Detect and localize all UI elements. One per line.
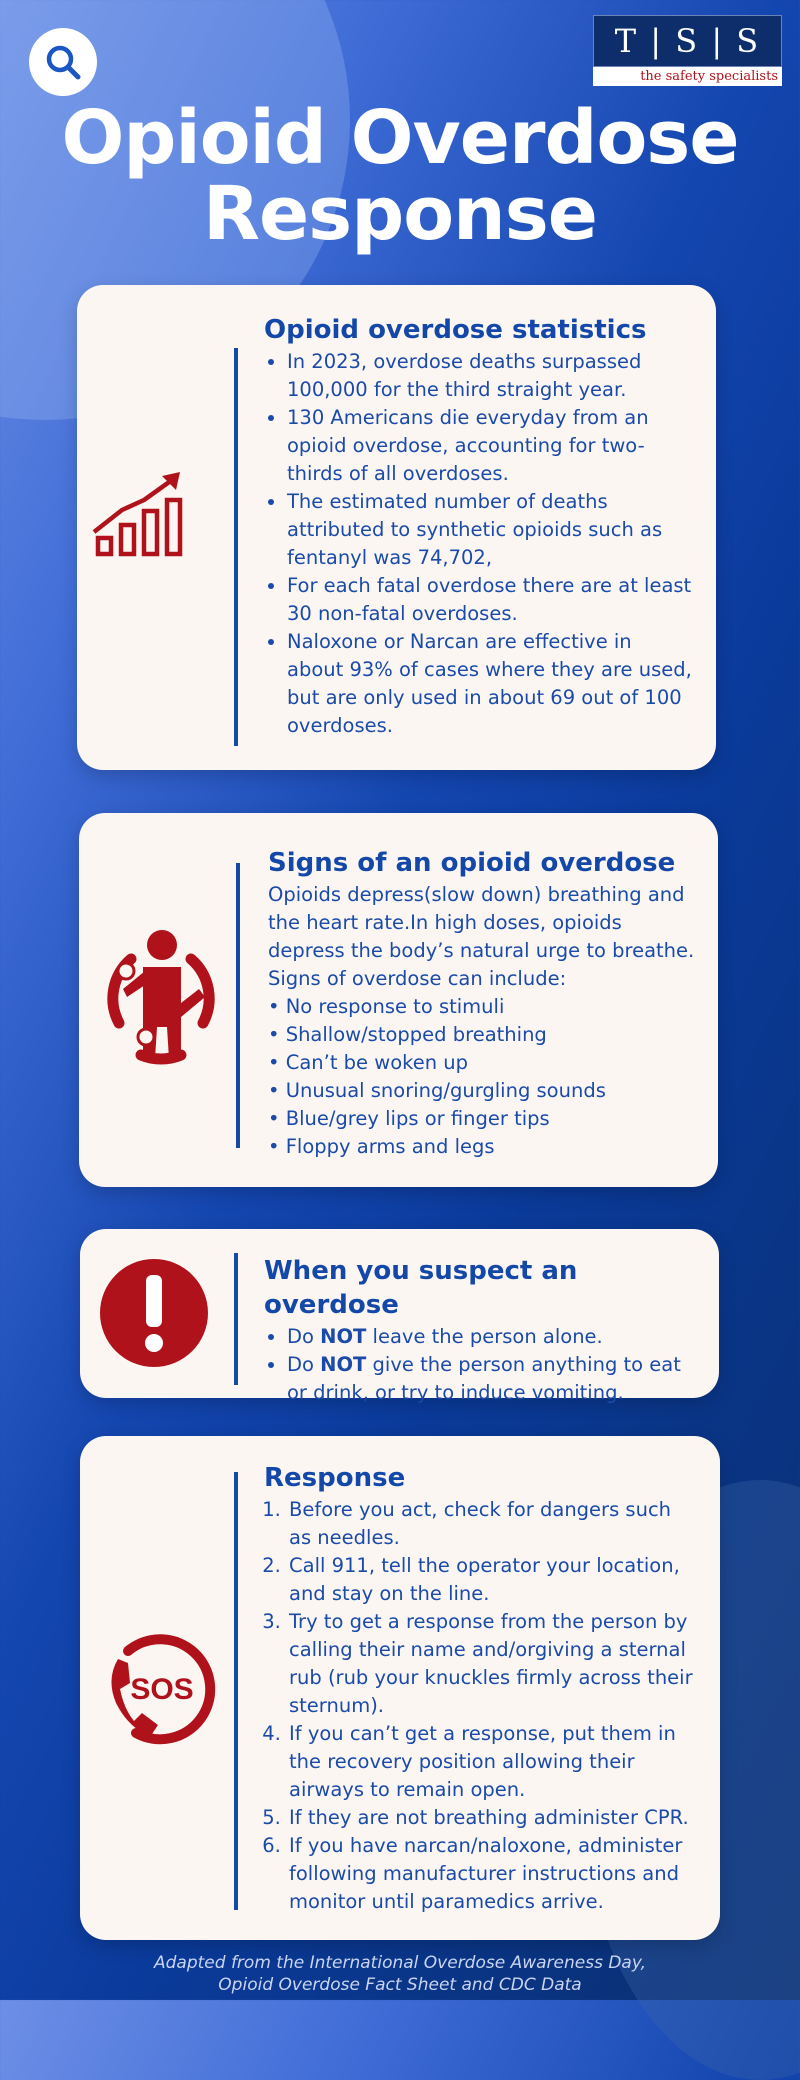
signs-intro: Opioids depress(slow down) breathing and the heart rate.In high doses, opioids depress the body’s natural urge to breathe. Signs of overdose can include:	[268, 883, 695, 990]
list-item: 5. If they are not breathing administer CPR.	[287, 1804, 694, 1832]
signs-title: Signs of an opioid overdose	[268, 848, 676, 878]
list-item: • Can’t be woken up	[268, 1051, 469, 1074]
signs-list	[268, 993, 698, 1161]
emphasis-text: NOT	[320, 1353, 367, 1376]
page-title	[0, 95, 800, 257]
statistics-content	[264, 313, 694, 740]
footnote-line1: Adapted from the International Overdose Awareness Day,	[154, 1953, 646, 1973]
list-item: 2. Call 911, tell the operator your location, and stay on the line.	[287, 1552, 694, 1608]
list-item: • Blue/grey lips or finger tips	[268, 1107, 550, 1130]
signs-card	[79, 813, 718, 1187]
list-item: • Naloxone or Narcan are effective in about 93% of cases where they are used, but are only used in about 69 out of 100 overdoses.	[287, 628, 694, 740]
list-item: • Shallow/stopped breathing	[268, 1023, 547, 1046]
card-divider	[234, 1472, 238, 1910]
sos-phone-icon	[98, 1629, 218, 1749]
text-segment: Do	[287, 1325, 321, 1348]
page-title-line1: Opioid Overdose	[61, 95, 739, 181]
statistics-title: Opioid overdose statistics	[264, 315, 647, 345]
source-footnote	[0, 1952, 800, 1996]
list-item: 4. If you can’t get a response, put them in the recovery position allowing their airways to remain open.	[287, 1720, 694, 1804]
suspect-content	[264, 1254, 704, 1407]
list-item	[287, 1323, 704, 1351]
suspect-list	[264, 1323, 704, 1407]
list-item: • In 2023, overdose deaths surpassed 100,000 for the third straight year.	[287, 348, 694, 404]
list-item: • For each fatal overdose there are at least 30 non-fatal overdoses.	[287, 572, 694, 628]
list-item: 1. Before you act, check for dangers such as needles.	[287, 1496, 694, 1552]
list-item: 6. If you have narcan/naloxone, administer following manufacturer instructions and monitor until paramedics arrive.	[287, 1832, 694, 1916]
card-divider	[236, 863, 240, 1148]
statistics-card	[77, 285, 716, 770]
list-item: • 130 Americans die everyday from an opioid overdose, accounting for two-thirds of all overdoses.	[287, 404, 694, 488]
text-segment: Do	[287, 1353, 321, 1376]
response-content	[264, 1461, 694, 1916]
list-item: • Unusual snoring/gurgling sounds	[268, 1079, 606, 1102]
tss-logo	[593, 15, 782, 86]
sos-icon-text: SOS	[130, 1673, 194, 1706]
text-segment: leave the person alone.	[366, 1325, 603, 1348]
list-item: • The estimated number of deaths attributed to synthetic opioids such as fentanyl was 74,702,	[287, 488, 694, 572]
search-icon	[43, 42, 83, 82]
text-segment: give the person anything to eat or drink, or try to induce vomiting.	[287, 1353, 681, 1404]
card-divider	[234, 1253, 238, 1385]
list-item	[287, 1351, 704, 1407]
logo-tagline: the safety specialists	[593, 67, 782, 86]
card-divider	[234, 348, 238, 746]
page-title-line2: Response	[203, 171, 597, 257]
signs-content	[268, 846, 698, 1161]
response-title: Response	[264, 1463, 406, 1493]
list-item: • Floppy arms and legs	[268, 1135, 495, 1158]
suspect-card	[80, 1229, 719, 1404]
search-button[interactable]	[29, 28, 97, 96]
emphasis-text: NOT	[320, 1325, 367, 1348]
statistics-list	[264, 348, 694, 740]
footnote-line2: Opioid Overdose Fact Sheet and CDC Data	[218, 1975, 582, 1995]
list-item: 3. Try to get a response from the person by calling their name and/orgiving a sternal rub (rub your knuckles firmly across their sternum).	[287, 1608, 694, 1720]
alert-exclamation-icon	[100, 1259, 208, 1367]
response-card	[80, 1436, 720, 1940]
response-steps	[264, 1496, 694, 1916]
list-item: • No response to stimuli	[268, 995, 505, 1018]
growth-chart-icon	[92, 470, 202, 570]
unconscious-person-icon	[101, 927, 221, 1067]
logo-letters: T | S | S	[593, 15, 782, 67]
suspect-title: When you suspect an overdose	[264, 1256, 578, 1320]
